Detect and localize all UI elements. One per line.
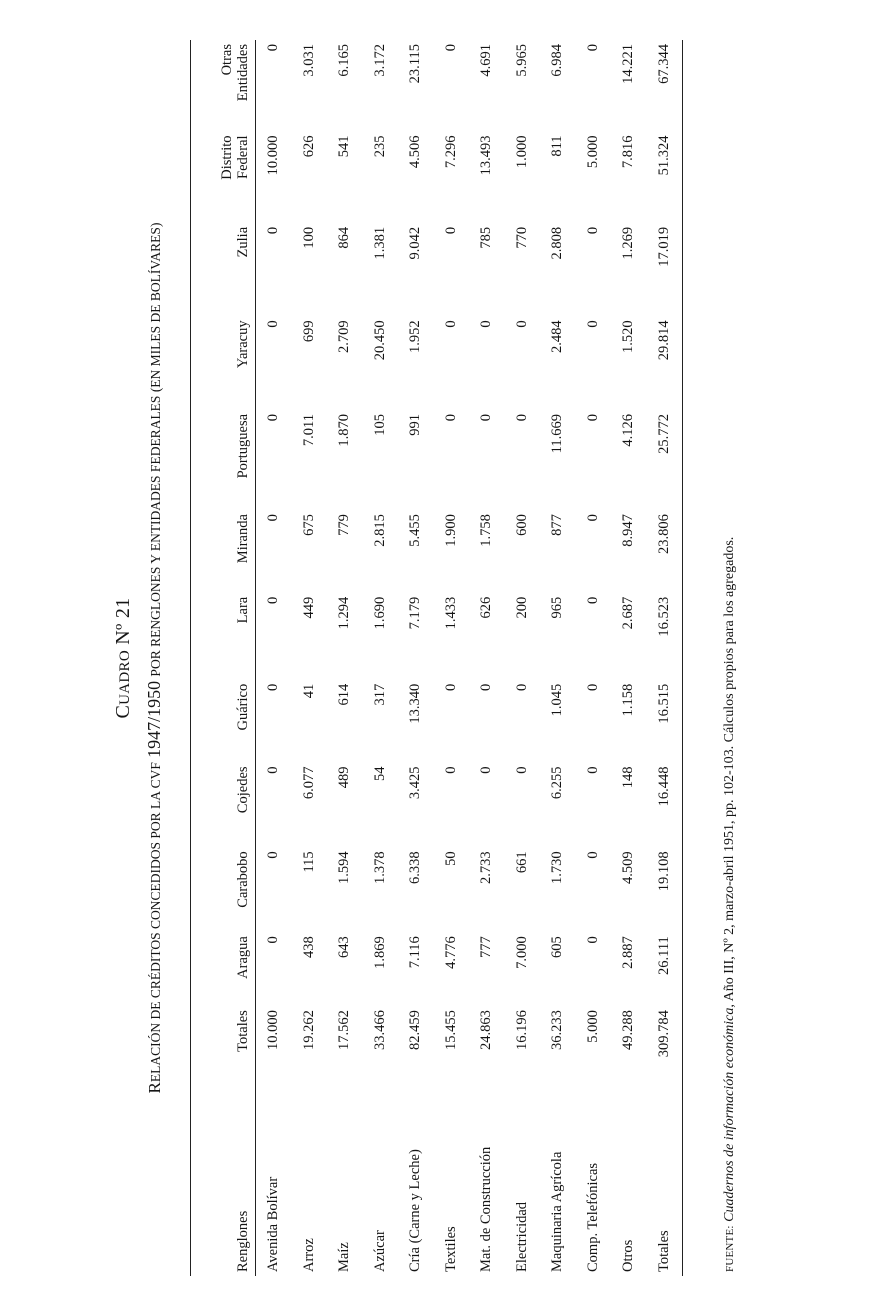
table-cell: 4.509 — [620, 851, 637, 884]
table-cell: 4.776 — [442, 936, 459, 969]
table-cell: 16.523 — [647, 593, 683, 680]
subtitle-years: 1947/1950 — [144, 680, 164, 758]
table-cell: 605 — [549, 936, 566, 958]
table-row — [398, 40, 434, 1276]
table-cell: 1.381 — [371, 226, 388, 260]
table-cell: 0 — [478, 320, 495, 328]
table-cell: 11.669 — [549, 413, 566, 454]
table-cell: 0 — [442, 766, 459, 774]
table-cell: 1.158 — [620, 683, 637, 717]
subtitle-initial: R — [145, 1082, 164, 1094]
table-cell: 1.000 — [513, 135, 530, 169]
table-cell: 991 — [407, 413, 424, 436]
column-header — [191, 847, 256, 932]
table-cell: 7.000 — [513, 936, 530, 969]
header-line2: Lara — [235, 596, 251, 624]
table-cell: 24.863 — [478, 1010, 495, 1051]
table-cell: 25.772 — [647, 410, 683, 510]
table-cell: 0 — [584, 851, 601, 859]
header-line2: Yaracuy — [235, 320, 251, 369]
table-cell: 965 — [549, 596, 566, 619]
table-cell: 777 — [478, 936, 495, 958]
column-header — [191, 510, 256, 593]
table-cell: 0 — [584, 766, 601, 774]
header-line2: Portuguesa — [235, 413, 251, 479]
table-cell: 16.196 — [513, 1010, 530, 1051]
table-cell: 51.324 — [647, 131, 683, 222]
row-label: Avenida Bolívar — [265, 1176, 282, 1272]
table-row — [576, 40, 612, 1276]
table-cell: 0 — [265, 936, 282, 944]
table-cell: 0 — [513, 320, 530, 328]
table-row — [434, 40, 470, 1276]
table-cell: 19.262 — [300, 1010, 317, 1051]
table-cell: 17.019 — [647, 223, 683, 317]
table-cell: 7.179 — [407, 596, 424, 630]
table-cell: 0 — [478, 766, 495, 774]
table-cell: 0 — [265, 596, 282, 604]
column-header — [191, 40, 256, 131]
table-cell: 5.000 — [584, 135, 601, 169]
table-cell: 6.077 — [300, 766, 317, 800]
column-header — [191, 593, 256, 680]
table-cell: 15.455 — [442, 1010, 459, 1051]
totals-row — [647, 40, 683, 1276]
header-line2: Guárico — [235, 683, 251, 731]
table-cell: 0 — [584, 413, 601, 422]
table-cell: 661 — [513, 851, 530, 874]
row-label: Maquinaria Agrícola — [549, 1151, 566, 1272]
table-cell: 6.338 — [407, 851, 424, 884]
table-cell: 1.690 — [371, 596, 388, 630]
table-cell: 0 — [513, 766, 530, 774]
table-cell: 10.000 — [265, 1010, 282, 1051]
table-cell: 2.887 — [620, 936, 637, 969]
table-cell: 16.515 — [647, 680, 683, 763]
table-row — [469, 40, 505, 1276]
table-row — [540, 40, 576, 1276]
table-cell: 0 — [442, 683, 459, 692]
table-cell: 770 — [513, 226, 530, 249]
table-cell: 29.814 — [647, 316, 683, 410]
header-line2: Renglones — [235, 1210, 251, 1272]
table-cell: 0 — [584, 936, 601, 944]
table-row — [256, 40, 292, 1276]
table-cell: 6.165 — [336, 44, 353, 77]
table-row — [611, 40, 647, 1276]
table-cell: 54 — [371, 766, 388, 781]
table-row — [505, 40, 541, 1276]
table-cell: 449 — [300, 596, 317, 619]
table-row — [292, 40, 328, 1276]
row-label: Totales — [647, 1089, 683, 1276]
row-label: Otros — [620, 1239, 637, 1272]
table-cell: 864 — [336, 226, 353, 249]
table-cell: 26.111 — [647, 932, 683, 1006]
table-body — [256, 40, 683, 1276]
table-cell: 626 — [300, 135, 317, 158]
table-cell: 1.433 — [442, 596, 459, 630]
table-cell: 0 — [478, 413, 495, 422]
table-cell: 0 — [265, 514, 282, 522]
header-line2: Zulia — [235, 226, 251, 258]
table-cell: 5.000 — [584, 1010, 601, 1043]
table-cell: 2.733 — [478, 851, 495, 884]
table-cell: 614 — [336, 683, 353, 706]
table-cell: 438 — [300, 936, 317, 958]
table-cell: 3.172 — [371, 44, 388, 77]
table-cell: 1.269 — [620, 226, 637, 260]
row-label: Maíz — [336, 1242, 353, 1272]
table-cell: 779 — [336, 514, 353, 536]
table-cell: 3.425 — [407, 766, 424, 800]
table-cell: 105 — [371, 413, 388, 436]
table-cell: 16.448 — [647, 762, 683, 847]
header-line1: Distrito — [219, 135, 235, 180]
table-cell: 235 — [371, 135, 388, 158]
subtitle-part2: POR RENGLONES Y ENTIDADES FEDERALES (EN MILES DE BOLÍVARES) — [148, 222, 163, 677]
table-cell: 0 — [442, 226, 459, 235]
table-cell: 0 — [265, 851, 282, 859]
title-number: Nº 21 — [112, 597, 134, 645]
table-cell: 9.042 — [407, 226, 424, 260]
row-label: Electricidad — [513, 1201, 530, 1272]
table-cell: 7.116 — [407, 936, 424, 969]
table-cell: 0 — [584, 683, 601, 692]
row-label: Cría (Carne y Leche) — [407, 1149, 424, 1272]
table-cell: 2.808 — [549, 226, 566, 260]
title-initial: C — [112, 704, 134, 719]
table-cell: 2.484 — [549, 320, 566, 354]
table-cell: 0 — [513, 683, 530, 692]
column-header — [191, 932, 256, 1006]
header-line1: Otras — [219, 44, 235, 76]
table-header — [191, 40, 256, 1276]
table-cell: 50 — [442, 851, 459, 866]
table-cell: 5.965 — [513, 44, 530, 77]
table-cell: 2.687 — [620, 596, 637, 630]
header-line2: Aragua — [235, 936, 251, 979]
table-cell: 100 — [300, 226, 317, 249]
column-header — [191, 762, 256, 847]
table-cell: 0 — [265, 320, 282, 328]
table-cell: 0 — [513, 413, 530, 422]
row-label: Mat. de Construcción — [478, 1146, 495, 1272]
table-cell: 0 — [265, 683, 282, 692]
table-cell: 2.815 — [371, 514, 388, 547]
table-cell: 0 — [584, 226, 601, 235]
table-cell: 115 — [300, 851, 317, 873]
table-cell: 4.126 — [620, 413, 637, 447]
table-cell: 2.709 — [336, 320, 353, 354]
table-cell: 0 — [478, 683, 495, 692]
table-cell: 0 — [584, 44, 601, 52]
table-cell: 33.466 — [371, 1010, 388, 1051]
row-label: Comp. Telefónicas — [584, 1162, 601, 1272]
source-details: Año III, Nº 2, marzo-abril 1951, pp. 102-103. Cálculos propios para los agregados. — [722, 536, 737, 1002]
table-cell: 0 — [442, 320, 459, 328]
table-cell: 5.455 — [407, 514, 424, 547]
row-label: Arroz — [300, 1238, 317, 1272]
table-cell: 0 — [584, 596, 601, 604]
table-cell: 10.000 — [265, 135, 282, 176]
table-row — [327, 40, 363, 1276]
header-line2: Entidades — [235, 44, 251, 102]
table-caption-title — [112, 0, 135, 1316]
table-cell: 67.344 — [647, 40, 683, 131]
table-cell: 643 — [336, 936, 353, 958]
header-line2: Miranda — [235, 514, 251, 564]
table-cell: 4.506 — [407, 135, 424, 169]
table-cell: 1.900 — [442, 514, 459, 547]
table-cell: 541 — [336, 135, 353, 158]
table-cell: 19.108 — [647, 847, 683, 932]
table-cell: 23.806 — [647, 510, 683, 593]
table-cell: 0 — [584, 320, 601, 328]
table-cell: 7.816 — [620, 135, 637, 169]
header-line2: Carabobo — [235, 851, 251, 908]
table-cell: 1.952 — [407, 320, 424, 354]
table-cell: 6.255 — [549, 766, 566, 800]
table-cell: 1.520 — [620, 320, 637, 354]
table-cell: 785 — [478, 226, 495, 249]
credits-table — [190, 40, 683, 1276]
table-cell: 1.594 — [336, 851, 353, 884]
column-header — [191, 680, 256, 763]
table-cell: 1.870 — [336, 413, 353, 447]
table-cell: 6.984 — [549, 44, 566, 77]
table-cell: 13.493 — [478, 135, 495, 176]
subtitle-part1: ELACIÓN DE CRÉDITOS CONCEDIDOS POR LA CVF — [148, 762, 163, 1083]
table-cell: 13.340 — [407, 683, 424, 724]
table-cell: 811 — [549, 135, 566, 157]
table-cell: 1.294 — [336, 596, 353, 630]
table-cell: 1.378 — [371, 851, 388, 884]
column-header-label — [191, 1089, 256, 1276]
row-label: Azúcar — [371, 1230, 388, 1272]
table-caption-subtitle — [144, 0, 165, 1316]
table-cell: 0 — [265, 766, 282, 774]
table-cell: 0 — [265, 413, 282, 422]
column-header — [191, 223, 256, 317]
table-cell: 0 — [584, 514, 601, 522]
column-header — [191, 316, 256, 410]
table-cell: 7.011 — [300, 413, 317, 447]
table-cell: 4.691 — [478, 44, 495, 77]
table-cell: 309.784 — [647, 1006, 683, 1089]
table-cell: 0 — [265, 226, 282, 235]
table-cell: 699 — [300, 320, 317, 343]
table-cell: 0 — [442, 413, 459, 422]
row-label: Textiles — [442, 1226, 459, 1272]
source-label: FUENTE: — [724, 1225, 736, 1272]
table-cell: 82.459 — [407, 1010, 424, 1051]
source-note — [722, 537, 738, 1272]
table-cell: 14.221 — [620, 44, 637, 84]
table-cell: 1.758 — [478, 514, 495, 547]
table-cell: 600 — [513, 514, 530, 536]
source-publication: Cuadernos de información económica, — [722, 1004, 737, 1222]
table-row — [363, 40, 399, 1276]
table-cell: 148 — [620, 766, 637, 789]
table-cell: 17.562 — [336, 1010, 353, 1051]
table-cell: 49.288 — [620, 1010, 637, 1051]
table-cell: 1.045 — [549, 683, 566, 717]
header-line2: Federal — [235, 135, 251, 179]
table-cell: 8.947 — [620, 514, 637, 547]
table-cell: 36.233 — [549, 1010, 566, 1051]
title-rest: UADRO — [117, 650, 133, 705]
table-cell: 0 — [442, 44, 459, 52]
header-line2: Totales — [235, 1010, 251, 1052]
table-cell: 20.450 — [371, 320, 388, 361]
table-cell: 877 — [549, 514, 566, 536]
table-cell: 1.730 — [549, 851, 566, 884]
table-cell: 7.296 — [442, 135, 459, 169]
column-header — [191, 410, 256, 510]
table-cell: 41 — [300, 683, 317, 699]
table-cell: 1.869 — [371, 936, 388, 969]
table-cell: 317 — [371, 683, 388, 706]
column-header — [191, 1006, 256, 1089]
header-row — [191, 40, 256, 1276]
table-cell: 0 — [265, 44, 282, 52]
table-cell: 626 — [478, 596, 495, 619]
table-cell: 489 — [336, 766, 353, 789]
column-header — [191, 131, 256, 222]
table-cell: 200 — [513, 596, 530, 619]
table-cell: 23.115 — [407, 44, 424, 84]
header-line2: Cojedes — [235, 766, 251, 814]
table-cell: 675 — [300, 514, 317, 536]
table-cell: 3.031 — [300, 44, 317, 77]
